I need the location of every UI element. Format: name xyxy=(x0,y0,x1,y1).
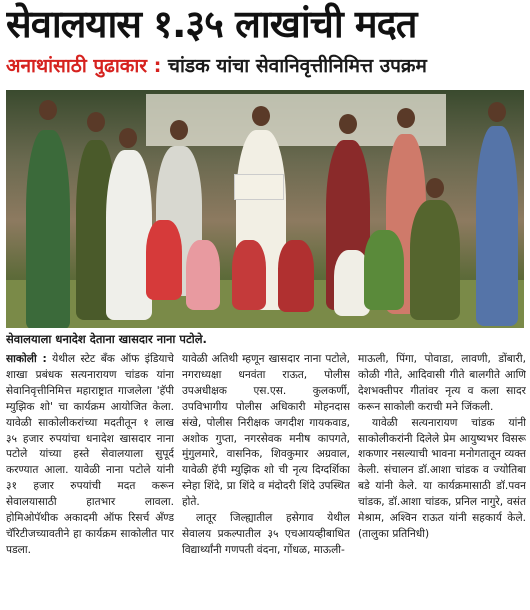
photo-figure-head xyxy=(39,100,57,120)
paragraph xyxy=(6,352,174,559)
paragraph: लातूर जिल्ह्यातील हसेगाव येथील सेवालय प्रकल्पातील ३५ एचआयव्हीबाधित विद्यार्थ्यांनी गणपती वंदना, गोंधळ, माऊली- xyxy=(182,512,350,556)
headline: सेवालयास १.३५ लाखांची मदत xyxy=(6,2,417,46)
photo-figure-head xyxy=(488,102,506,122)
photo-figure xyxy=(476,126,518,326)
photo-figure xyxy=(106,150,152,320)
kicker: अनाथांसाठी पुढाकार : xyxy=(6,55,162,77)
photo-figure xyxy=(278,240,314,312)
paragraph: यावेळी अतिथी म्हणून खासदार नाना पटोले, नगराध्यक्षा धनवंता राऊत, पोलीस उपअधीक्षक एस.एस. कुलकर्णी, उपविभागीय पोलीस अधिकारी मोहनदास संखे, पोलीस निरीक्षक जगदीश गायकवाड, अशोक गुप्ता, नगरसेवक मनीष कापगते, मुंगुलमारे, वासनिक, शिवकुमार अग्रवाल, यावेळी हॅपी म्युझिक शो ची नृत्य दिग्दर्शिका स्नेहा शिंदे, प्रा शिंदे व मंदोदरी शिंदे उपस्थित होते. xyxy=(182,353,350,509)
photo-figure xyxy=(232,240,266,310)
photo-figure xyxy=(26,130,70,328)
cheque xyxy=(234,174,284,200)
article-body xyxy=(6,352,526,608)
photo-figure-head xyxy=(426,178,444,198)
article-column-1 xyxy=(6,352,174,608)
photo-caption: सेवालयाला धनादेश देताना खासदार नाना पटोले. xyxy=(6,332,207,346)
subheadline: चांडक यांचा सेवानिवृत्तीनिमित्त उपक्रम xyxy=(167,55,427,77)
photo-figure-head xyxy=(397,108,415,128)
photo-figure-head xyxy=(339,114,357,134)
paragraph: यावेळी सत्यनारायण चांडक यांनी साकोलीकरांनी दिलेले प्रेम आयुष्यभर विसरू शकणार नसल्याची भावना मनोगतातून व्यक्त केली. संचालन डॉ.आशा चांडक व ज्योतिबा बडे यांनी केले. या कार्यक्रमासाठी डॉ.पवन चांडक, डॉ.आशा चांडक, प्रनिल नागुरे, वसंत मेश्राम, अश्विन राऊत यांनी सहकार्य केले. (तालुका प्रतिनिधी) xyxy=(358,416,526,540)
photo-figure-head xyxy=(87,112,105,132)
photo-figure xyxy=(364,230,404,310)
photo-figure-head xyxy=(252,106,270,126)
paragraph: माऊली, पिंगा, पोवाडा, लावणी, डोंबारी, कोळी गीते, आदिवासी गीते बालगीते आणि देशभक्तीपर गीतांवर नृत्य व कला सादर करून साकोली कराची मने जिंकली. xyxy=(358,353,526,413)
subheadline-row xyxy=(6,52,526,80)
photo-figure xyxy=(410,200,460,320)
photo-figure-head xyxy=(119,128,137,148)
article-column-3 xyxy=(358,352,526,608)
photo-figure-head xyxy=(170,120,188,140)
paragraph-text: येथील स्टेट बँक ऑफ इंडियाचे शाखा प्रबंधक सत्यनारायण चांडक यांना सेवानिवृत्तीनिमित्त महाराष्ट्रात गाजलेला 'हॅपी म्युझिक शो' चा कार्यक्रम आयोजित केला. यावेळी साकोलीकरांच्या मदतीतून १ लाख ३५ हजार रुपयांचा धनादेश खासदार नाना पटोले यांच्या हस्ते सेवालयाला सुपूर्द करण्यात आला. यावेळी नाना पटोले यांनी ३१ हजार रुपयांची मदत करून सेवालयासाठी हातभार लावला. होमिओपॅथीक अकादमी ऑफ रिसर्च अँण्ड चॅरिटीजच्यावतीने हा कार्यक्रम साकोलीत पार पडला. xyxy=(6,353,174,556)
photo-figure xyxy=(146,220,182,300)
news-photo xyxy=(6,90,524,328)
dateline: साकोली : xyxy=(6,353,47,365)
photo-figure xyxy=(186,240,220,310)
article-column-2 xyxy=(182,352,350,608)
